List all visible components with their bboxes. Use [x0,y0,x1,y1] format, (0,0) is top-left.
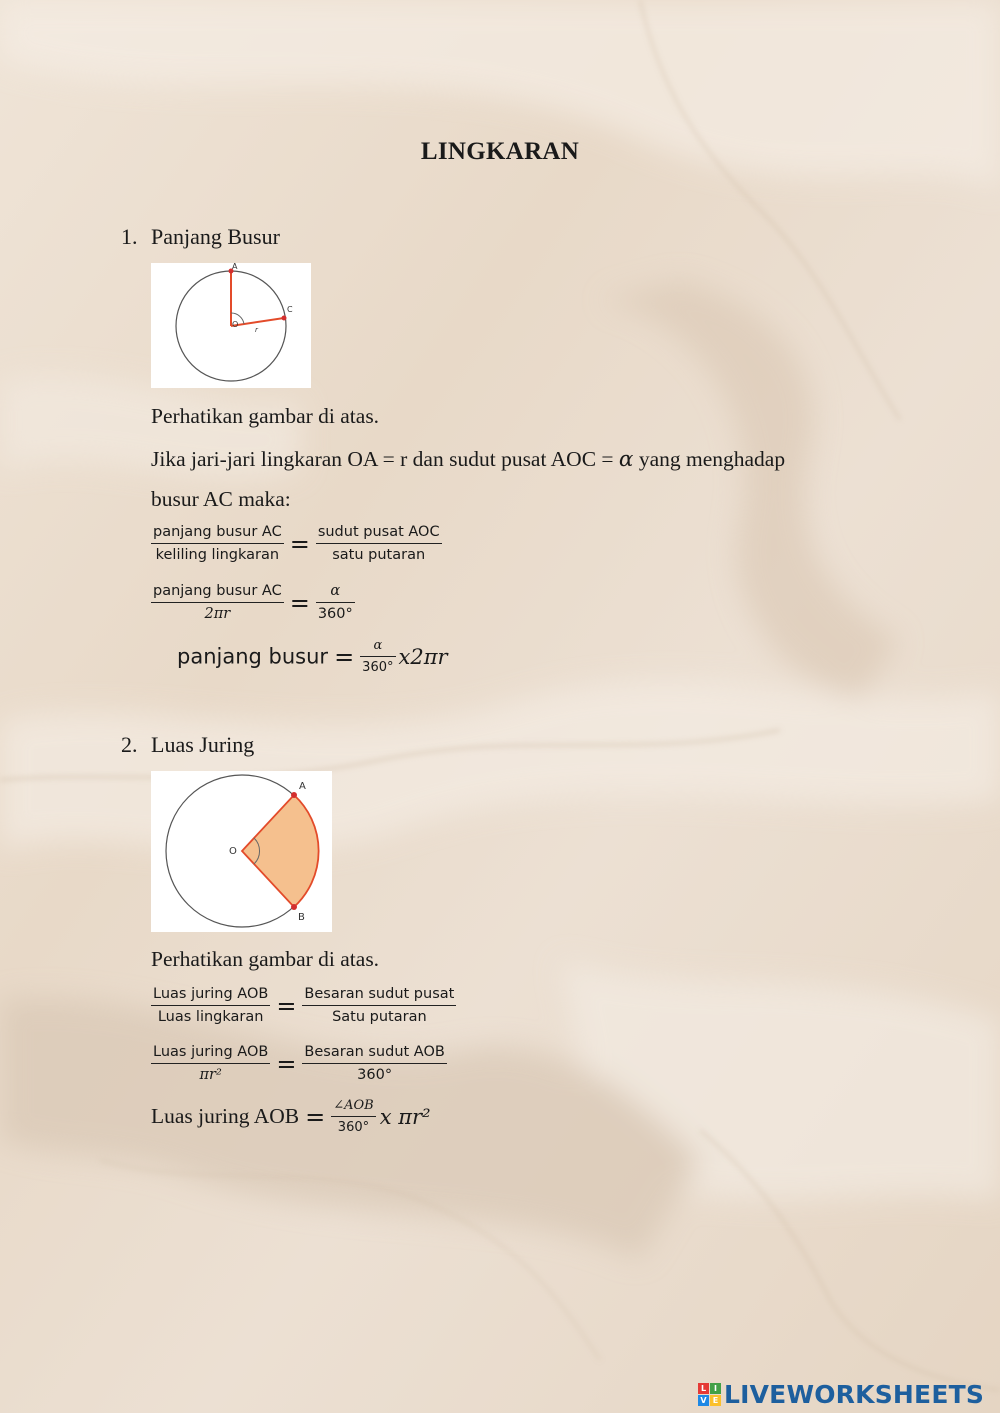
logo-squares-icon: L I V E [698,1383,721,1406]
section-number: 2. [121,732,138,757]
instruction-text: Perhatikan gambar di atas. [151,404,380,428]
formula-ratio-2: $\frac{\text{panjang busur AC}}{2\pi r}$ = $\frac{\alpha}{360^\circ}$ [153,583,353,622]
section-heading-panjang-busur [121,224,280,250]
section-heading-luas-juring [121,732,254,758]
logo-text: LIVEWORKSHEETS [724,1379,985,1409]
formula-sector-ratio-2: $\frac{\text{Luas juring AOB}}{\text{πr²}}$ = $\frac{\text{Besaran sudut AOB}}{360^\circ}$ [153,1044,445,1083]
arc-length-figure [151,263,311,388]
sector-area-figure [151,771,332,932]
section-title: Panjang Busur [151,224,280,249]
formula-arc-length: panjang busur = $\frac{\alpha}{360^\circ}$ x2πr [177,638,448,675]
instruction-text-2: Perhatikan gambar di atas. [151,947,380,971]
liveworksheets-logo[interactable] [698,1378,984,1410]
label-a: A [299,781,306,792]
section-number: 1. [121,224,138,249]
label-o: O [232,320,239,329]
formula-ratio-1: $\frac{\text{panjang busur AC}}{\text{keliling lingkaran}}$ = $\frac{\text{sudut pusat AOC}}{\text{satu putaran}}$ [153,524,440,563]
section-title: Luas Juring [151,732,255,757]
formula-sector-area: Luas juring AOB = $\frac{\text{∠AOB}}{360^\circ}$ x πr² [151,1098,431,1135]
alpha-symbol: α [618,447,634,472]
label-b: B [298,912,305,923]
label-a: A [232,263,238,271]
label-o: O [229,846,237,857]
label-c: C [287,305,293,314]
description-line-2: busur AC maka: [151,487,291,511]
formula-sector-ratio-1: $\frac{\text{Luas juring AOB}}{\text{Luas lingkaran}}$ = $\frac{\text{Besaran sudut pusat}}{\text{Satu putaran}}$ [153,986,455,1025]
label-r: r [255,326,258,334]
page-title: LINGKARAN [420,138,580,165]
description-line-1: Jika jari-jari lingkaran OA = r dan sudut pusat AOC = α yang menghadap [151,447,786,472]
